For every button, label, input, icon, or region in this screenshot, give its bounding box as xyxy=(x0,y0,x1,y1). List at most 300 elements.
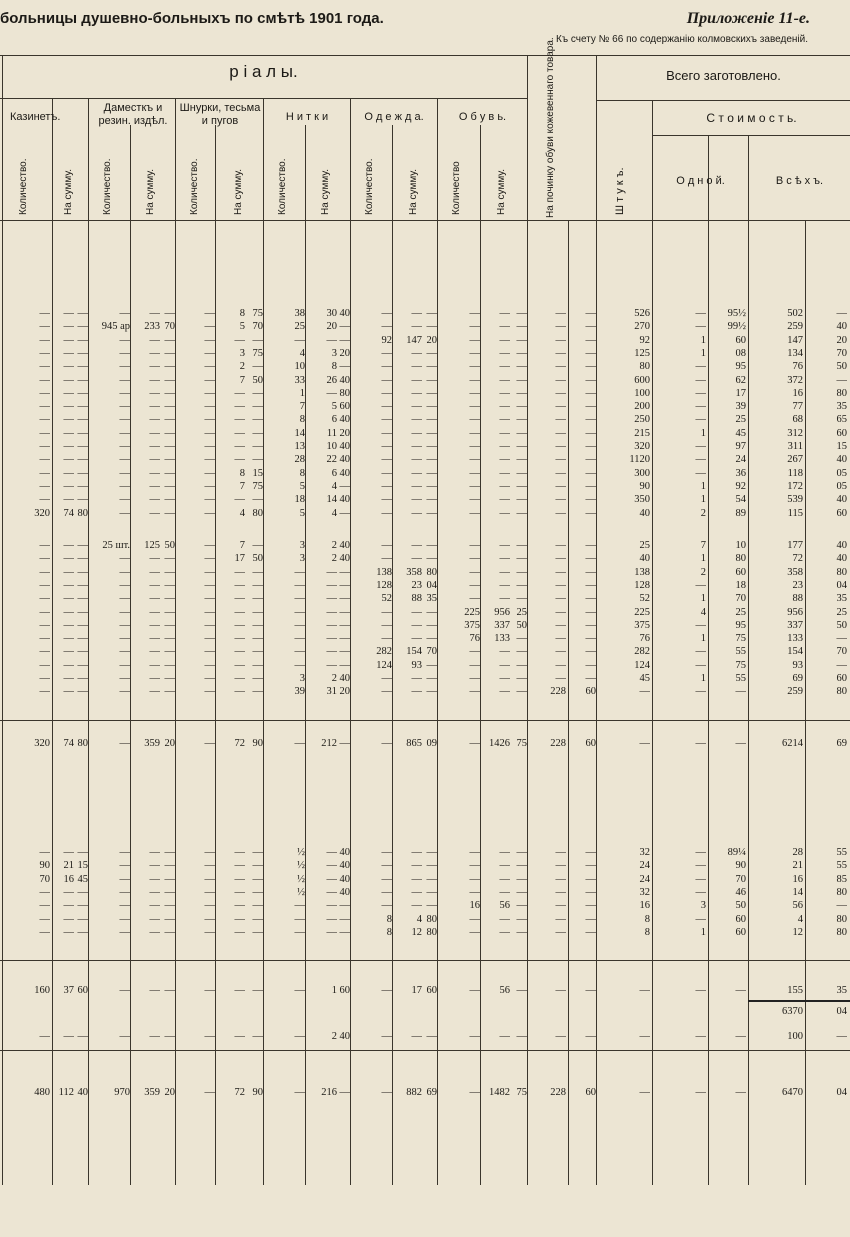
table-cell: 40 xyxy=(339,873,350,885)
table-cell: 20 xyxy=(836,334,847,346)
table-cell: — xyxy=(426,553,437,565)
table-cell: — xyxy=(585,659,596,671)
table-cell: — xyxy=(164,673,175,684)
table-cell: — xyxy=(639,1087,650,1098)
table-cell: — xyxy=(164,659,175,671)
table-cell: — xyxy=(499,467,510,479)
table-cell: — xyxy=(585,566,596,578)
table-cell: — xyxy=(164,347,175,359)
table-cell: — xyxy=(63,467,74,479)
table-cell: 21 xyxy=(792,860,803,872)
table-cell: 3 xyxy=(299,673,305,684)
table-cell: 50 xyxy=(735,900,746,912)
table-cell: — xyxy=(381,507,392,519)
table-cell: — xyxy=(426,308,437,319)
table-cell: — xyxy=(77,361,88,373)
table-cell: — xyxy=(555,427,566,439)
table-cell: — xyxy=(469,507,480,519)
subtotal-row xyxy=(0,1006,850,1018)
table-cell: — xyxy=(339,619,350,631)
table-cell: 2 xyxy=(700,507,706,519)
table-cell: — xyxy=(204,985,215,996)
table-cell: 68 xyxy=(792,414,803,426)
table-cell: — xyxy=(77,913,88,925)
table-cell: — xyxy=(119,553,130,565)
table-cell: 80 xyxy=(426,913,437,925)
table-cell: — xyxy=(499,926,510,938)
table-cell: — xyxy=(77,886,88,898)
table-cell: — xyxy=(585,427,596,439)
subheader-sum: На сумму. xyxy=(320,168,331,215)
table-cell: 2 xyxy=(331,1031,337,1042)
table-cell: — xyxy=(735,738,746,749)
table-cell: 4 xyxy=(299,347,305,359)
table-cell: 7 xyxy=(299,401,305,413)
table-cell: — xyxy=(252,860,263,872)
table-cell: — xyxy=(499,1031,510,1042)
table-cell: — xyxy=(411,441,422,452)
table-cell: 16 xyxy=(469,900,480,912)
table-cell: — xyxy=(516,507,527,519)
table-cell: — xyxy=(149,619,160,631)
table-cell: — xyxy=(77,401,88,413)
table-cell: 25 xyxy=(735,606,746,618)
table-cell: — xyxy=(252,427,263,439)
table-cell: 337 xyxy=(787,619,803,631)
table-cell: 60 xyxy=(735,566,746,578)
table-cell: 312 xyxy=(787,427,803,439)
table-cell: — xyxy=(149,926,160,938)
table-cell: 50 xyxy=(252,374,263,386)
table-row xyxy=(0,847,850,859)
table-cell: 945 ар xyxy=(101,321,130,333)
table-cell: 7 xyxy=(700,540,706,551)
table-cell: 3 xyxy=(331,347,337,359)
table-cell: — xyxy=(516,308,527,319)
table-cell: — xyxy=(695,847,706,858)
table-cell: — xyxy=(555,308,566,319)
table-cell: 215 xyxy=(634,427,650,439)
table-cell: — xyxy=(63,321,74,333)
table-cell: — xyxy=(252,454,263,466)
table-cell: — xyxy=(555,646,566,658)
table-cell: — xyxy=(234,900,245,912)
subheader-sum: На сумму. xyxy=(408,168,419,215)
table-cell: — xyxy=(469,566,480,578)
table-cell: — xyxy=(77,566,88,578)
table-cell: — xyxy=(499,593,510,605)
table-cell: 172 xyxy=(787,480,803,492)
table-cell: 97 xyxy=(735,441,746,452)
table-cell: — xyxy=(234,494,245,506)
table-cell: 865 xyxy=(406,738,422,749)
table-cell: — xyxy=(339,593,350,605)
table-cell: 95½ xyxy=(727,308,746,319)
table-cell: — xyxy=(294,579,305,591)
table-cell: — xyxy=(63,334,74,346)
table-cell: — xyxy=(411,347,422,359)
table-cell: — xyxy=(164,427,175,439)
table-cell: — xyxy=(499,480,510,492)
table-cell: — xyxy=(234,847,245,858)
table-cell: 72 xyxy=(792,553,803,565)
table-cell: 69 xyxy=(836,738,847,749)
table-cell: — xyxy=(119,873,130,885)
table-cell: — xyxy=(252,441,263,452)
table-cell: — xyxy=(119,347,130,359)
table-cell: — xyxy=(411,467,422,479)
table-cell: 05 xyxy=(836,480,847,492)
table-cell: 212 xyxy=(321,738,337,749)
table-cell: — xyxy=(294,619,305,631)
table-cell: — xyxy=(585,1031,596,1042)
table-cell: 35 xyxy=(836,985,847,996)
table-cell: — xyxy=(585,847,596,858)
table-cell: — xyxy=(234,334,245,346)
table-cell: — xyxy=(585,926,596,938)
table-cell: — xyxy=(119,579,130,591)
table-cell: ½ xyxy=(297,873,305,885)
table-cell: — xyxy=(164,334,175,346)
table-cell: 7 xyxy=(239,540,245,551)
table-cell: 40 xyxy=(339,860,350,872)
table-cell: — xyxy=(77,454,88,466)
table-cell: — xyxy=(585,414,596,426)
table-cell: — xyxy=(63,900,74,912)
table-cell: — xyxy=(294,334,305,346)
table-cell: — xyxy=(119,507,130,519)
table-cell: — xyxy=(426,633,437,645)
table-cell: — xyxy=(516,926,527,938)
table-cell: 77 xyxy=(792,401,803,413)
table-cell: 8 xyxy=(644,913,650,925)
table-cell: — xyxy=(339,646,350,658)
table-cell: — xyxy=(252,926,263,938)
materials-group-title: р і а л ы. xyxy=(229,62,298,81)
table-cell: — xyxy=(294,659,305,671)
table-cell: — xyxy=(555,467,566,479)
table-cell: 320 xyxy=(34,738,50,749)
table-cell: — xyxy=(39,900,50,912)
table-cell: — xyxy=(204,673,215,684)
table-cell: 40 xyxy=(836,321,847,333)
table-cell: — xyxy=(164,847,175,858)
table-row xyxy=(0,348,850,360)
table-cell: 359 xyxy=(144,1087,160,1098)
table-cell: — xyxy=(695,308,706,319)
table-cell: 40 xyxy=(639,553,650,565)
table-cell: 233 xyxy=(144,321,160,333)
table-cell: — xyxy=(119,401,130,413)
table-cell: — xyxy=(164,1031,175,1042)
table-cell: — xyxy=(234,593,245,605)
table-cell: — xyxy=(516,321,527,333)
table-cell: — xyxy=(585,401,596,413)
table-cell: 60 xyxy=(585,738,596,749)
table-cell: 75 xyxy=(735,633,746,645)
table-cell: — xyxy=(39,361,50,373)
table-cell: — xyxy=(426,606,437,618)
table-cell: 52 xyxy=(639,593,650,605)
table-cell: 4 xyxy=(797,913,803,925)
table-cell: 25 xyxy=(836,606,847,618)
table-cell: — xyxy=(77,659,88,671)
table-cell: — xyxy=(149,593,160,605)
table-cell: — xyxy=(339,566,350,578)
table-cell: 138 xyxy=(376,566,392,578)
table-row xyxy=(0,660,850,672)
table-cell: — xyxy=(119,646,130,658)
table-cell: 35 xyxy=(836,593,847,605)
table-cell: — xyxy=(516,886,527,898)
table-cell: — xyxy=(39,321,50,333)
table-cell: — xyxy=(234,401,245,413)
table-cell: — xyxy=(836,1031,847,1042)
table-cell: — xyxy=(63,553,74,565)
table-cell: 65 xyxy=(836,414,847,426)
table-cell: — xyxy=(63,633,74,645)
table-cell: — xyxy=(77,900,88,912)
table-cell: — xyxy=(234,860,245,872)
table-cell: 600 xyxy=(634,374,650,386)
table-cell: 8 xyxy=(299,467,305,479)
table-cell: 20 xyxy=(164,1087,175,1098)
table-cell: — xyxy=(585,673,596,684)
table-cell: 25 xyxy=(516,606,527,618)
table-cell: 3 xyxy=(700,900,706,912)
table-cell: 956 xyxy=(787,606,803,618)
table-cell: — xyxy=(695,414,706,426)
table-cell: 115 xyxy=(787,507,803,519)
table-cell: 177 xyxy=(787,540,803,551)
table-cell: — xyxy=(381,985,392,996)
table-cell: — xyxy=(585,619,596,631)
table-cell: — xyxy=(252,847,263,858)
table-cell: 60 xyxy=(585,1087,596,1098)
table-cell: — xyxy=(294,1087,305,1098)
table-cell: — xyxy=(234,619,245,631)
table-cell: 50 xyxy=(164,540,175,551)
table-cell: — xyxy=(411,387,422,399)
table-cell: — xyxy=(499,334,510,346)
table-cell: — xyxy=(585,646,596,658)
table-cell: 5 xyxy=(299,480,305,492)
table-cell: 99½ xyxy=(727,321,746,333)
table-cell: — xyxy=(149,686,160,698)
table-cell: — xyxy=(585,507,596,519)
table-cell: — xyxy=(555,480,566,492)
table-cell: — xyxy=(381,467,392,479)
table-cell: — xyxy=(695,579,706,591)
table-cell: 60 xyxy=(836,427,847,439)
table-cell: — xyxy=(39,308,50,319)
table-cell: — xyxy=(204,873,215,885)
table-cell: — xyxy=(516,913,527,925)
table-cell: — xyxy=(252,414,263,426)
table-cell: — xyxy=(63,659,74,671)
table-cell: — xyxy=(252,494,263,506)
table-cell: — xyxy=(469,441,480,452)
table-cell: — xyxy=(149,414,160,426)
table-cell: 4 xyxy=(239,507,245,519)
table-cell: — xyxy=(234,566,245,578)
table-cell: — xyxy=(469,579,480,591)
table-cell: — xyxy=(735,985,746,996)
table-cell: — xyxy=(469,401,480,413)
table-cell: — xyxy=(381,686,392,698)
table-cell: — xyxy=(499,427,510,439)
table-cell: — xyxy=(381,387,392,399)
table-cell: — xyxy=(469,361,480,373)
table-cell: — xyxy=(695,985,706,996)
table-row xyxy=(0,414,850,426)
table-cell: 17 xyxy=(234,553,245,565)
table-cell: — xyxy=(164,308,175,319)
table-cell: — xyxy=(204,633,215,645)
table-cell: — xyxy=(516,347,527,359)
table-cell: — xyxy=(204,387,215,399)
table-cell: — xyxy=(149,886,160,898)
table-cell: — xyxy=(499,321,510,333)
table-cell: — xyxy=(164,387,175,399)
table-cell: — xyxy=(516,480,527,492)
table-cell: 72 xyxy=(234,1087,245,1098)
table-cell: — xyxy=(585,913,596,925)
table-cell: 320 xyxy=(34,507,50,519)
table-cell: — xyxy=(326,659,337,671)
table-cell: 88 xyxy=(411,593,422,605)
table-cell: — xyxy=(339,480,350,492)
table-cell: — xyxy=(381,847,392,858)
table-cell: — xyxy=(119,659,130,671)
table-cell: — xyxy=(77,579,88,591)
table-cell: — xyxy=(469,414,480,426)
table-cell: — xyxy=(294,913,305,925)
table-cell: — xyxy=(252,540,263,551)
table-cell: — xyxy=(585,441,596,452)
table-cell: — xyxy=(836,900,847,912)
table-cell: — xyxy=(426,441,437,452)
table-cell: — xyxy=(164,860,175,872)
table-cell: 72 xyxy=(234,738,245,749)
table-cell: — xyxy=(339,507,350,519)
table-cell: — xyxy=(63,646,74,658)
table-cell: — xyxy=(695,646,706,658)
table-cell: — xyxy=(119,847,130,858)
table-cell: — xyxy=(164,507,175,519)
table-cell: — xyxy=(426,401,437,413)
table-cell: — xyxy=(499,886,510,898)
table-cell: — xyxy=(695,886,706,898)
table-cell: — xyxy=(39,913,50,925)
table-cell: — xyxy=(204,926,215,938)
table-cell: — xyxy=(149,1031,160,1042)
table-cell: — xyxy=(149,427,160,439)
table-cell: 35 xyxy=(426,593,437,605)
table-cell: 04 xyxy=(836,579,847,591)
table-cell: — xyxy=(499,454,510,466)
table-cell: — xyxy=(39,579,50,591)
table-cell: — xyxy=(735,1031,746,1042)
table-cell: — xyxy=(469,374,480,386)
table-cell: — xyxy=(63,427,74,439)
table-cell: — xyxy=(499,308,510,319)
table-row xyxy=(0,1031,850,1043)
table-cell: 36 xyxy=(735,467,746,479)
table-cell: 6 xyxy=(331,467,337,479)
table-cell: 8 xyxy=(331,361,337,373)
table-cell: — xyxy=(411,321,422,333)
table-cell: — xyxy=(555,566,566,578)
table-cell: — xyxy=(252,633,263,645)
table-cell: — xyxy=(555,926,566,938)
table-cell: 80 xyxy=(426,926,437,938)
table-cell: 70 xyxy=(735,873,746,885)
table-cell: 60 xyxy=(339,401,350,413)
table-cell: 55 xyxy=(836,847,847,858)
table-cell: — xyxy=(555,579,566,591)
table-cell: 14 xyxy=(326,494,337,506)
table-cell: 216 xyxy=(321,1087,337,1098)
table-cell: 228 xyxy=(550,738,566,749)
table-cell: — xyxy=(426,860,437,872)
table-cell: — xyxy=(63,579,74,591)
table-cell: — xyxy=(164,374,175,386)
table-cell: 3 xyxy=(299,553,305,565)
table-row xyxy=(0,441,850,453)
table-cell: 52 xyxy=(381,593,392,605)
table-cell: — xyxy=(326,566,337,578)
table-cell: — xyxy=(381,427,392,439)
table-cell: — xyxy=(339,579,350,591)
table-cell: — xyxy=(326,886,337,898)
table-cell: — xyxy=(555,1031,566,1042)
table-cell: 358 xyxy=(406,566,422,578)
table-cell: — xyxy=(585,540,596,551)
table-cell: 10 xyxy=(326,441,337,452)
table-cell: 40 xyxy=(836,540,847,551)
table-cell: 80 xyxy=(426,566,437,578)
table-cell: — xyxy=(516,673,527,684)
table-cell: 40 xyxy=(339,1031,350,1042)
table-cell: 15 xyxy=(77,860,88,872)
table-cell: — xyxy=(252,579,263,591)
table-cell: — xyxy=(555,886,566,898)
table-cell: 16 xyxy=(792,387,803,399)
table-cell: — xyxy=(252,387,263,399)
table-cell: — xyxy=(149,553,160,565)
table-cell: — xyxy=(499,659,510,671)
table-cell: — xyxy=(326,387,337,399)
table-cell: 24 xyxy=(639,860,650,872)
table-cell: — xyxy=(204,886,215,898)
header-nitki: Н и т к и xyxy=(285,111,329,123)
table-cell: — xyxy=(411,606,422,618)
table-cell: 75 xyxy=(516,1087,527,1098)
table-cell: 4 xyxy=(331,507,337,519)
table-cell: 40 xyxy=(339,467,350,479)
table-cell: — xyxy=(585,347,596,359)
table-cell: — xyxy=(204,646,215,658)
table-cell: 74 xyxy=(63,507,74,519)
table-cell: — xyxy=(294,1031,305,1042)
table-cell: — xyxy=(77,619,88,631)
table-cell: 62 xyxy=(735,374,746,386)
table-cell: — xyxy=(63,673,74,684)
table-cell: — xyxy=(77,686,88,698)
table-cell: — xyxy=(411,308,422,319)
table-cell: — xyxy=(585,454,596,466)
